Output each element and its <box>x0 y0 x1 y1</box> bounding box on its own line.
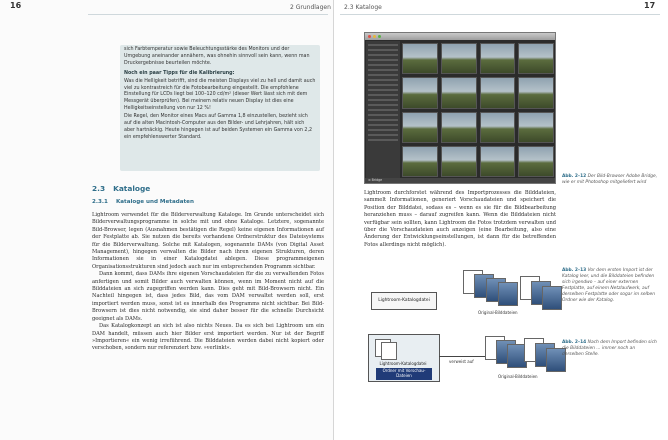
tip-continuation: sich Farbtemperatur sowie Beleuchtungsstärke des Monitors und der Umgebung aneinander annähern, was ohnehin sinnvoll sein kann, wenn man Druckergebnisse beurteilen möchte. <box>124 47 310 66</box>
photo-thumbnail <box>402 77 438 108</box>
subsection-heading <box>92 199 194 205</box>
photo-thumbnail <box>441 146 477 177</box>
photo-thumbnail <box>480 112 516 143</box>
caption-fig-2-14 <box>562 340 658 358</box>
tip-title: Noch ein paar Tipps für die Kalibrierung: <box>124 70 235 76</box>
caption-text: Vor dem ersten Import ist der Katalog leer, und die Bilddateien befinden sich irgendwo – auf einer externen Festplatte, auf einem Netzlaufwerk, auf derselben Festplatte oder sogar im selben Ordner wie der Katalog. <box>562 268 656 303</box>
caption-fig-2-13 <box>562 268 658 304</box>
running-head-left: 2 Grundlagen <box>290 4 331 11</box>
photo-thumbnail <box>480 43 516 74</box>
tip-paragraph-2: Die Regel, den Monitor eines Macs auf Gamma 1,8 einzustellen, bezieht sich auf die alten Macintosh-Computer aus den Bilder- und Lehrjahren, hält sich aber hartnäckig. Heute hingegen ist auf beiden Systemen ein Gamma von 2,2 ein empfehlenswerter Standard. <box>124 114 313 140</box>
right-body-text <box>364 190 556 249</box>
tip-box <box>120 45 320 171</box>
photo-thumbnail <box>441 112 477 143</box>
photo-thumbnail <box>402 112 438 143</box>
caption-text: Nach dem Import befinden sich die Bilddateien ... immer noch an derselben Stelle. <box>562 340 657 357</box>
catalog-label: Lightroom-Katalogdatei <box>379 361 427 366</box>
page-number-right: 17 <box>644 1 656 10</box>
tip-paragraph-1: Was die Helligkeit betrifft, sind die meisten Displays viel zu hell und damit auch viel zu kontrastreich für die Fotobearbeitung eingestellt. Die empfohlene Einstellung für LCDs liegt bei 100–120 cd/m² (dieser Wert lässt sich mit dem Messgerät überprüfen). Bei meinem relativ neuen Display ist dies eine Helligkeitseinstellung von nur 12 %! <box>124 78 316 112</box>
file-stack-icon <box>381 342 397 360</box>
caption-fig-2-12 <box>562 174 658 186</box>
photo-thumbnail <box>518 146 554 177</box>
running-head-right: 2.3 Kataloge <box>344 4 382 11</box>
originals-label: Original-Bilddateien <box>478 310 518 315</box>
section-number: 2.3 <box>92 184 106 193</box>
window-status-bar <box>365 178 555 183</box>
minimize-dot-icon <box>373 35 376 38</box>
subsection-number: 2.3.1 <box>92 199 108 205</box>
left-body-text <box>92 212 324 353</box>
photo-file-icon <box>542 286 562 310</box>
page-number-left: 16 <box>10 1 22 10</box>
caption-label: Abb. 2–12 <box>562 174 587 179</box>
photo-thumbnail <box>518 43 554 74</box>
caption-label: Abb. 2–13 <box>562 268 587 273</box>
photo-file-icon <box>498 282 518 306</box>
caption-text: Der Bild-Browser Adobe Bridge, wie er mit Photoshop mitgeliefert wird <box>562 174 658 185</box>
body-paragraph: Lightroom durchforstet während des Importprozesses die Bilddateien, sammelt Informationen, generiert Vorschaudateien und speichert die Position der Bilddatei, sodass es – wenn es sie für die Bildbearbeitung heranziehen muss – darauf zugreifen kann. Wenn die Bilddateien nicht verfügbar sein sollten, kann Lightroom die Fotos trotzdem verwalten und über die Vorschaudateien auch anzeigen (eine Bearbeitung, also eine Änderung der Entwicklungseinstellungen, ist dann für die betreffenden Fotos allerdings nicht möglich). <box>364 190 556 248</box>
body-paragraph: Lightroom verwendet für die Bilderverwaltung Kataloge. Im Grunde unterscheidet sich Bilderverwaltungsprogramme in solche mit und ohne Kataloge. Letztere, sogenannte Bild-Browser, legen (Ausnahmen bestätigen die Regel) keine eigenen Informationen auf der Festplatte ab. Sie nutzen die bereits vorhandene Ordnerstruktur des Dateisystems für die Bilderverwaltung. Solche mit Katalogen, sogenannte DAMs (von Digital Asset Management), hingegen verwalten die Bilder nach ihren eigenen Strukturen, deren Informationen sie in einer Katalogdatei ablegen. Diese programmeigenen Organisationsstrukturen sind jedoch auch nur im entsprechenden Programm sichtbar. <box>92 212 324 270</box>
photo-thumbnail <box>402 146 438 177</box>
bridge-sidebar <box>366 41 400 179</box>
body-paragraph: Das Katalogkonzept an sich ist also nichts Neues. Da es sich bei Lightroom um ein DAM handelt, müssen auch hier Bilder erst importiert werden. Nur ist der Begriff »Importieren« ein wenig irreführend. Die Bilddateien werden dabei nicht kopiert oder verschoben, sondern nur referenziert bzw. »verlinkt«. <box>92 323 324 352</box>
photo-thumbnail <box>441 43 477 74</box>
photo-thumbnail <box>518 112 554 143</box>
section-title: Kataloge <box>113 184 151 193</box>
window-title-bar <box>365 33 555 40</box>
photo-thumbnail <box>518 77 554 108</box>
header-rule-right <box>340 14 660 15</box>
caption-label: Abb. 2–14 <box>562 340 587 345</box>
thumbnail-grid <box>402 43 554 177</box>
photo-thumbnail <box>480 77 516 108</box>
status-text: ≡ Bridge <box>368 178 383 182</box>
body-paragraph: Dann kommt, dass DAMs ihre eigenen Vorschaudateien für die zu verwaltenden Fotos anfertigen und somit Bilder auch verwalten können, wenn im Moment nicht auf die Bilddateien an sich zugegriffen werden kann. Dies geht mit Bild-Browsern nicht. Ein Nachteil hingegen ist, dass jedes Bild, das vom DAM verwaltet werden soll, erst importiert werden muss, sonst ist es innerhalb des Programms nicht sichtbar. Bei Bild-Browsern ist dies nicht notwendig, sie sind daher besser für die schnelle Durchsicht geeignet als DAMs. <box>92 271 324 322</box>
originals-label: Original-Bilddateien <box>498 374 538 379</box>
section-heading <box>92 184 150 193</box>
photo-thumbnail <box>480 146 516 177</box>
header-rule-left <box>88 14 328 15</box>
catalog-file-box: Lightroom-Katalogdatei <box>371 292 437 310</box>
photo-thumbnail <box>441 77 477 108</box>
bridge-screenshot <box>364 32 556 184</box>
subsection-title: Kataloge und Metadaten <box>115 199 194 205</box>
photo-thumbnail <box>402 43 438 74</box>
arrow-label: verweist auf <box>449 359 474 364</box>
preview-folder-box: Ordner mit Vorschau-Dateien <box>376 368 432 380</box>
zoom-dot-icon <box>378 35 381 38</box>
close-dot-icon <box>368 35 371 38</box>
